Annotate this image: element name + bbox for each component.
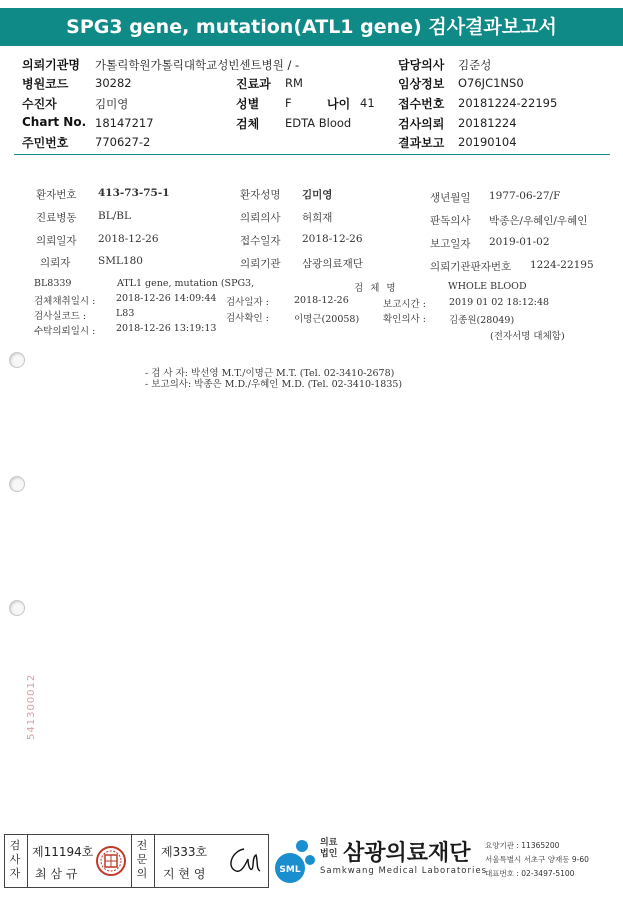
scan-label-specimen: 검 체 명 [354, 283, 398, 294]
scan-label-patient-no: 환자번호 [36, 189, 77, 201]
binder-hole [9, 476, 25, 492]
scan-label-req-doctor: 의뢰의사 [240, 212, 281, 224]
seal-stamp-icon [95, 845, 127, 877]
header-label-sex: 성별 [236, 97, 260, 111]
scan-recv-time: 2018-12-26 13:19:13 [116, 323, 217, 334]
org-name: 삼광의료재단 [343, 841, 471, 866]
header-value-doctor: 김준성 [458, 58, 492, 72]
scan-e-sign: (전자서명 대체함) [490, 331, 565, 342]
sml-logo-icon [272, 838, 318, 884]
header-label-patient: 수진자 [22, 97, 57, 111]
scan-reporter-line: - 보고의사: 박종은 M.D./우혜인 M.D. (Tel. 02-3410-1835) [145, 379, 403, 390]
header-value-patient: 김미영 [95, 97, 129, 111]
footer-specialist-name: 지 현 영 [163, 867, 206, 881]
scan-test-code: BL8339 [34, 278, 72, 289]
header-value-specimen: EDTA Blood [285, 116, 352, 130]
scan-label-patient-name: 환자성명 [240, 189, 281, 201]
header-label-receipt-no: 접수번호 [398, 97, 445, 111]
scan-collect: 2018-12-26 14:09:44 [116, 293, 217, 304]
scan-label-exam-check: 검사확인 : [226, 313, 269, 324]
scan-test-name: ATL1 gene, mutation (SPG3, [117, 278, 255, 289]
header-label-request: 검사의뢰 [398, 117, 445, 131]
footer-examiner-vert-label: 검 사 자 [9, 839, 21, 880]
header-label-resident-no: 주민번호 [22, 136, 69, 150]
footer-examiner-no: 제11194호 [32, 845, 94, 859]
scan-specimen: WHOLE BLOOD [448, 281, 527, 292]
header-value-chart: 18147217 [95, 116, 154, 130]
scan-req-date: 2018-12-26 [98, 233, 159, 245]
header-value-result-report: 20190104 [458, 135, 517, 149]
scan-label-recv-date: 접수일자 [240, 235, 281, 247]
org-info-phone: 대표번호 : 02-3497-5100 [485, 869, 575, 878]
header-divider [14, 154, 610, 155]
org-info-address: 서울특별시 서초구 양재동 9-60 [485, 855, 589, 864]
footer-examiner-name: 최 삼 규 [35, 867, 78, 881]
scan-req-org-no: 1224-22195 [530, 259, 594, 271]
scan-requester: SML180 [98, 255, 143, 267]
scan-patient-name: 김미영 [302, 189, 333, 201]
scan-report-time: 2019 01 02 18:12:48 [449, 297, 550, 308]
binder-hole [9, 352, 25, 368]
header-label-age: 나이 [327, 97, 351, 111]
scan-label-dob: 생년월일 [430, 192, 471, 204]
scan-label-recv-time: 수탁의뢰일시 : [34, 326, 96, 337]
report-title: SPG3 gene, mutation(ATL1 gene) 검사결과보고서 [66, 16, 557, 38]
header-value-sex: F [285, 96, 292, 110]
scan-label-exam-date: 검사일자 : [226, 297, 269, 308]
scan-ward: BL/BL [98, 210, 131, 222]
header-label-doctor: 담당의사 [398, 58, 445, 72]
binder-hole [9, 600, 25, 616]
scan-label-ward: 진료병동 [36, 212, 77, 224]
signature-icon [222, 843, 262, 877]
header-value-receipt-no: 20181224-22195 [458, 96, 558, 110]
header-value-clinical: O76JC1NS0 [458, 76, 524, 90]
scan-exam-check: 이명근(20058) [294, 314, 360, 325]
scan-label-req-org: 의뢰기관 [240, 258, 281, 270]
header-label-specimen: 검체 [236, 117, 260, 131]
header-value-hospital-code: 30282 [95, 76, 132, 90]
scan-label-room: 검사실코드 : [34, 311, 87, 322]
scan-req-doctor: 허희재 [302, 212, 333, 224]
scan-label-report-date: 보고일자 [430, 238, 471, 250]
scan-examiner-line: - 검 사 자: 박선영 M.T./이명근 M.T. (Tel. 02-3410-2678) [145, 368, 395, 379]
header-value-age: 41 [360, 96, 375, 110]
header-value-dept: RM [285, 76, 303, 90]
header-value-request: 20181224 [458, 116, 517, 130]
scan-label-req-org-no: 의뢰기관판자번호 [430, 261, 512, 273]
scan-dob: 1977-06-27/F [489, 190, 561, 202]
scan-confirm: 김종원(28049) [449, 315, 515, 326]
footer-examiner-box [4, 834, 132, 888]
footer-divider [154, 835, 155, 887]
scan-exam-date: 2018-12-26 [294, 295, 349, 306]
scan-label-read-doctor: 판독의사 [430, 215, 471, 227]
org-legal-label: 의료법인 [320, 838, 338, 859]
scan-recv-date: 2018-12-26 [302, 233, 363, 245]
scan-patient-no: 413-73-75-1 [98, 187, 170, 199]
org-english-name: Samkwang Medical Laboratories [320, 866, 488, 876]
header-label-clinical: 임상정보 [398, 77, 445, 91]
header-value-org: 가톨릭학원가톨릭대학교성빈센트병원 / - [95, 58, 300, 72]
side-serial-number: 541300012 [26, 673, 37, 740]
scan-label-requester: 의뢰자 [40, 257, 71, 269]
footer-specialist-box [131, 834, 269, 888]
logo-text: SML [279, 865, 301, 875]
scan-label-confirm: 확인의사 : [383, 314, 426, 325]
scan-read-doctor: 박종은/우혜인/우혜인 [489, 215, 588, 227]
footer-specialist-vert-label: 전 문 의 [136, 839, 148, 880]
footer-divider [27, 835, 28, 887]
scan-label-collect: 검체채취일시 : [34, 296, 96, 307]
scan-label-report-time: 보고시간 : [383, 299, 426, 310]
header-value-resident-no: 770627-2 [95, 135, 151, 149]
scan-req-org: 삼광의료재단 [302, 258, 363, 270]
header-label-org: 의뢰기관명 [22, 58, 80, 72]
org-info-code: 요양기관 : 11365200 [485, 841, 560, 850]
header-label-dept: 진료과 [236, 77, 271, 91]
scan-report-date: 2019-01-02 [489, 236, 550, 248]
header-label-chart: Chart No. [22, 115, 87, 129]
header-label-result-report: 결과보고 [398, 136, 445, 150]
scan-room: L83 [116, 308, 135, 319]
scan-label-req-date: 의뢰일자 [36, 235, 77, 247]
header-label-hospital-code: 병원코드 [22, 77, 69, 91]
footer-specialist-no: 제333호 [161, 845, 208, 859]
